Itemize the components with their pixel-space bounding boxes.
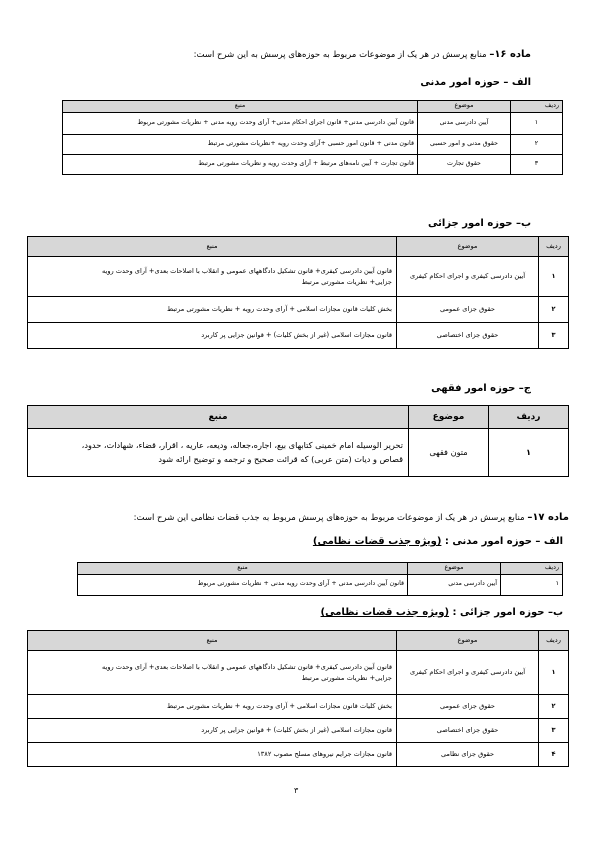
article-17-text: منابع پرسش در هر یک از موضوعات مربوط به حوزه‌های پرسش مربوط به جذب قضات نظامی این شرح است: (133, 513, 525, 523)
article-17-label: ماده ۱۷– (527, 512, 569, 523)
row-num: ۳ (539, 323, 569, 349)
col-header-source: منبع (78, 563, 408, 575)
table-row (28, 323, 569, 349)
table-fiqh (27, 405, 569, 477)
row-subject: متون فقهی (409, 429, 489, 477)
row-num: ۱ (501, 574, 563, 595)
table-header-row (28, 237, 569, 257)
row-num: ۲ (539, 297, 569, 323)
table-row (28, 257, 569, 297)
table-row (78, 574, 563, 595)
col-header-subject: موضوع (397, 631, 539, 651)
row-num: ۴ (539, 743, 569, 767)
row-subject: حقوق مدنی و امور حسبی (418, 134, 511, 154)
row-subject: آیین دادرسی کیفری و اجرای احکام کیفری (397, 257, 539, 297)
col-header-num: ردیف (511, 101, 563, 113)
row-num: ۱ (511, 112, 563, 134)
row-source-line: تحریر الوسیله امام خمینی کتابهای بیع، اجاره،جعاله، ودیعه، عاریه ، اقرار، قضاء، شهادات، حدود، (81, 439, 403, 450)
col-header-num: ردیف (539, 237, 569, 257)
row-subject: حقوق جزای اختصاصی (397, 719, 539, 743)
table-row (28, 743, 569, 767)
row-source: قانون مجازات جرایم نیروهای مسلح مصوب ۱۳۸۲ (28, 743, 397, 767)
row-source: قانون آیین دادرسی مدنی+ قانون اجرای احکام مدنی+ آرای وحدت رویه مدنی + نظریات مشورتی مربوط (63, 112, 418, 134)
col-header-source: منبع (28, 237, 397, 257)
table-criminal (27, 236, 569, 349)
row-source: قانون مجازات اسلامی (غیر از بخش کلیات) + قوانین جزایی پر کاربرد (28, 323, 397, 349)
table-criminal-military (27, 630, 569, 767)
row-subject: آیین دادرسی مدنی (408, 574, 501, 595)
table-row (63, 134, 563, 154)
table-row (28, 719, 569, 743)
col-header-source: منبع (28, 406, 409, 429)
table-header-row (78, 563, 563, 575)
table-row (28, 651, 569, 695)
row-num: ۲ (511, 134, 563, 154)
table-row (63, 154, 563, 174)
table-row (28, 429, 569, 477)
row-num: ۱ (539, 651, 569, 695)
section-alef2-title-underlined: (ویژه جذب قضات نظامی) (312, 536, 442, 547)
article-17 (134, 512, 569, 523)
col-header-num: ردیف (501, 563, 563, 575)
row-subject: آیین دادرسی کیفری و اجرای احکام کیفری (397, 651, 539, 695)
section-be-title: ب– حوزه امور جزائی (427, 218, 531, 229)
row-source: قانون آیین دادرسی مدنی + آرای وحدت رویه مدنی + نظریات مشورتی مربوط (78, 574, 408, 595)
table-header-row (28, 631, 569, 651)
section-alef2-title (313, 536, 563, 547)
col-header-num: ردیف (539, 631, 569, 651)
row-num: ۱ (539, 257, 569, 297)
row-subject: حقوق جزای نظامی (397, 743, 539, 767)
table-header-row (63, 101, 563, 113)
section-be2-title (321, 607, 563, 618)
col-header-subject: موضوع (408, 563, 501, 575)
col-header-source: منبع (63, 101, 418, 113)
col-header-subject: موضوع (418, 101, 511, 113)
page-number: ۳ (294, 786, 299, 795)
article-16-label: ماده ۱۶– (489, 49, 531, 60)
table-header-row (28, 406, 569, 429)
row-num: ۲ (539, 695, 569, 719)
table-row (63, 112, 563, 134)
section-jim-title: ج– حوزه امور فقهی (431, 383, 531, 394)
section-alef2-title-text: الف – حوزه امور مدنی : (444, 536, 563, 547)
row-subject: حقوق جزای اختصاصی (397, 323, 539, 349)
row-source (28, 429, 409, 477)
article-16 (194, 49, 531, 60)
table-row (28, 297, 569, 323)
row-source: قانون تجارت + آیین نامه‌های مرتبط + آرای وحدت رویه و نظریات مشورتی مرتبط (63, 154, 418, 174)
table-row (28, 695, 569, 719)
row-num: ۱ (489, 429, 569, 477)
row-source-line: قانون آیین دادرسی کیفری+ قانون تشکیل دادگاههای عمومی و انقلاب با اصلاحات بعدی+ آرای وحدت رویه (101, 267, 392, 276)
section-be2-title-underlined: (ویژه جذب قضات نظامی) (320, 607, 450, 618)
row-source (28, 257, 397, 297)
row-source-line: قانون آیین دادرسی کیفری+ قانون تشکیل دادگاههای عمومی و انقلاب با اصلاحات بعدی+ آرای وحدت رویه (101, 663, 392, 672)
row-source: قانون مدنی + قانون امور حسبی +آرای وحدت رویه +نظریات مشورتی مرتبط (63, 134, 418, 154)
col-header-subject: موضوع (409, 406, 489, 429)
row-subject: حقوق تجارت (418, 154, 511, 174)
section-alef-title: الف – حوزه امور مدنی (420, 77, 531, 88)
table-civil (62, 100, 563, 175)
col-header-num: ردیف (489, 406, 569, 429)
row-source-line: جزایی+ نظریات مشورتی مرتبط (301, 673, 392, 682)
row-subject: حقوق جزای عمومی (397, 695, 539, 719)
row-source: بخش کلیات قانون مجازات اسلامی + آرای وحدت رویه + نظریات مشورتی مرتبط (28, 695, 397, 719)
row-source-line: قصاص و دیات (متن عربی) که قرائت صحیح و ترجمه و توضیح ارائه شود (158, 453, 403, 464)
row-source (28, 651, 397, 695)
article-16-text: منابع پرسش در هر یک از موضوعات مربوط به حوزه‌های پرسش به این شرح است: (193, 50, 487, 60)
row-source: قانون مجازات اسلامی (غیر از بخش کلیات) + قوانین جزایی پر کاربرد (28, 719, 397, 743)
col-header-source: منبع (28, 631, 397, 651)
row-num: ۳ (511, 154, 563, 174)
section-be2-title-text: ب– حوزه امور جزائی : (452, 607, 563, 618)
row-source-line: جزایی+ نظریات مشورتی مرتبط (301, 277, 392, 286)
row-num: ۳ (539, 719, 569, 743)
row-subject: آیین دادرسی مدنی (418, 112, 511, 134)
table-civil-military (77, 562, 563, 596)
row-source: بخش کلیات قانون مجازات اسلامی + آرای وحدت رویه + نظریات مشورتی مرتبط (28, 297, 397, 323)
col-header-subject: موضوع (397, 237, 539, 257)
row-subject: حقوق جزای عمومی (397, 297, 539, 323)
